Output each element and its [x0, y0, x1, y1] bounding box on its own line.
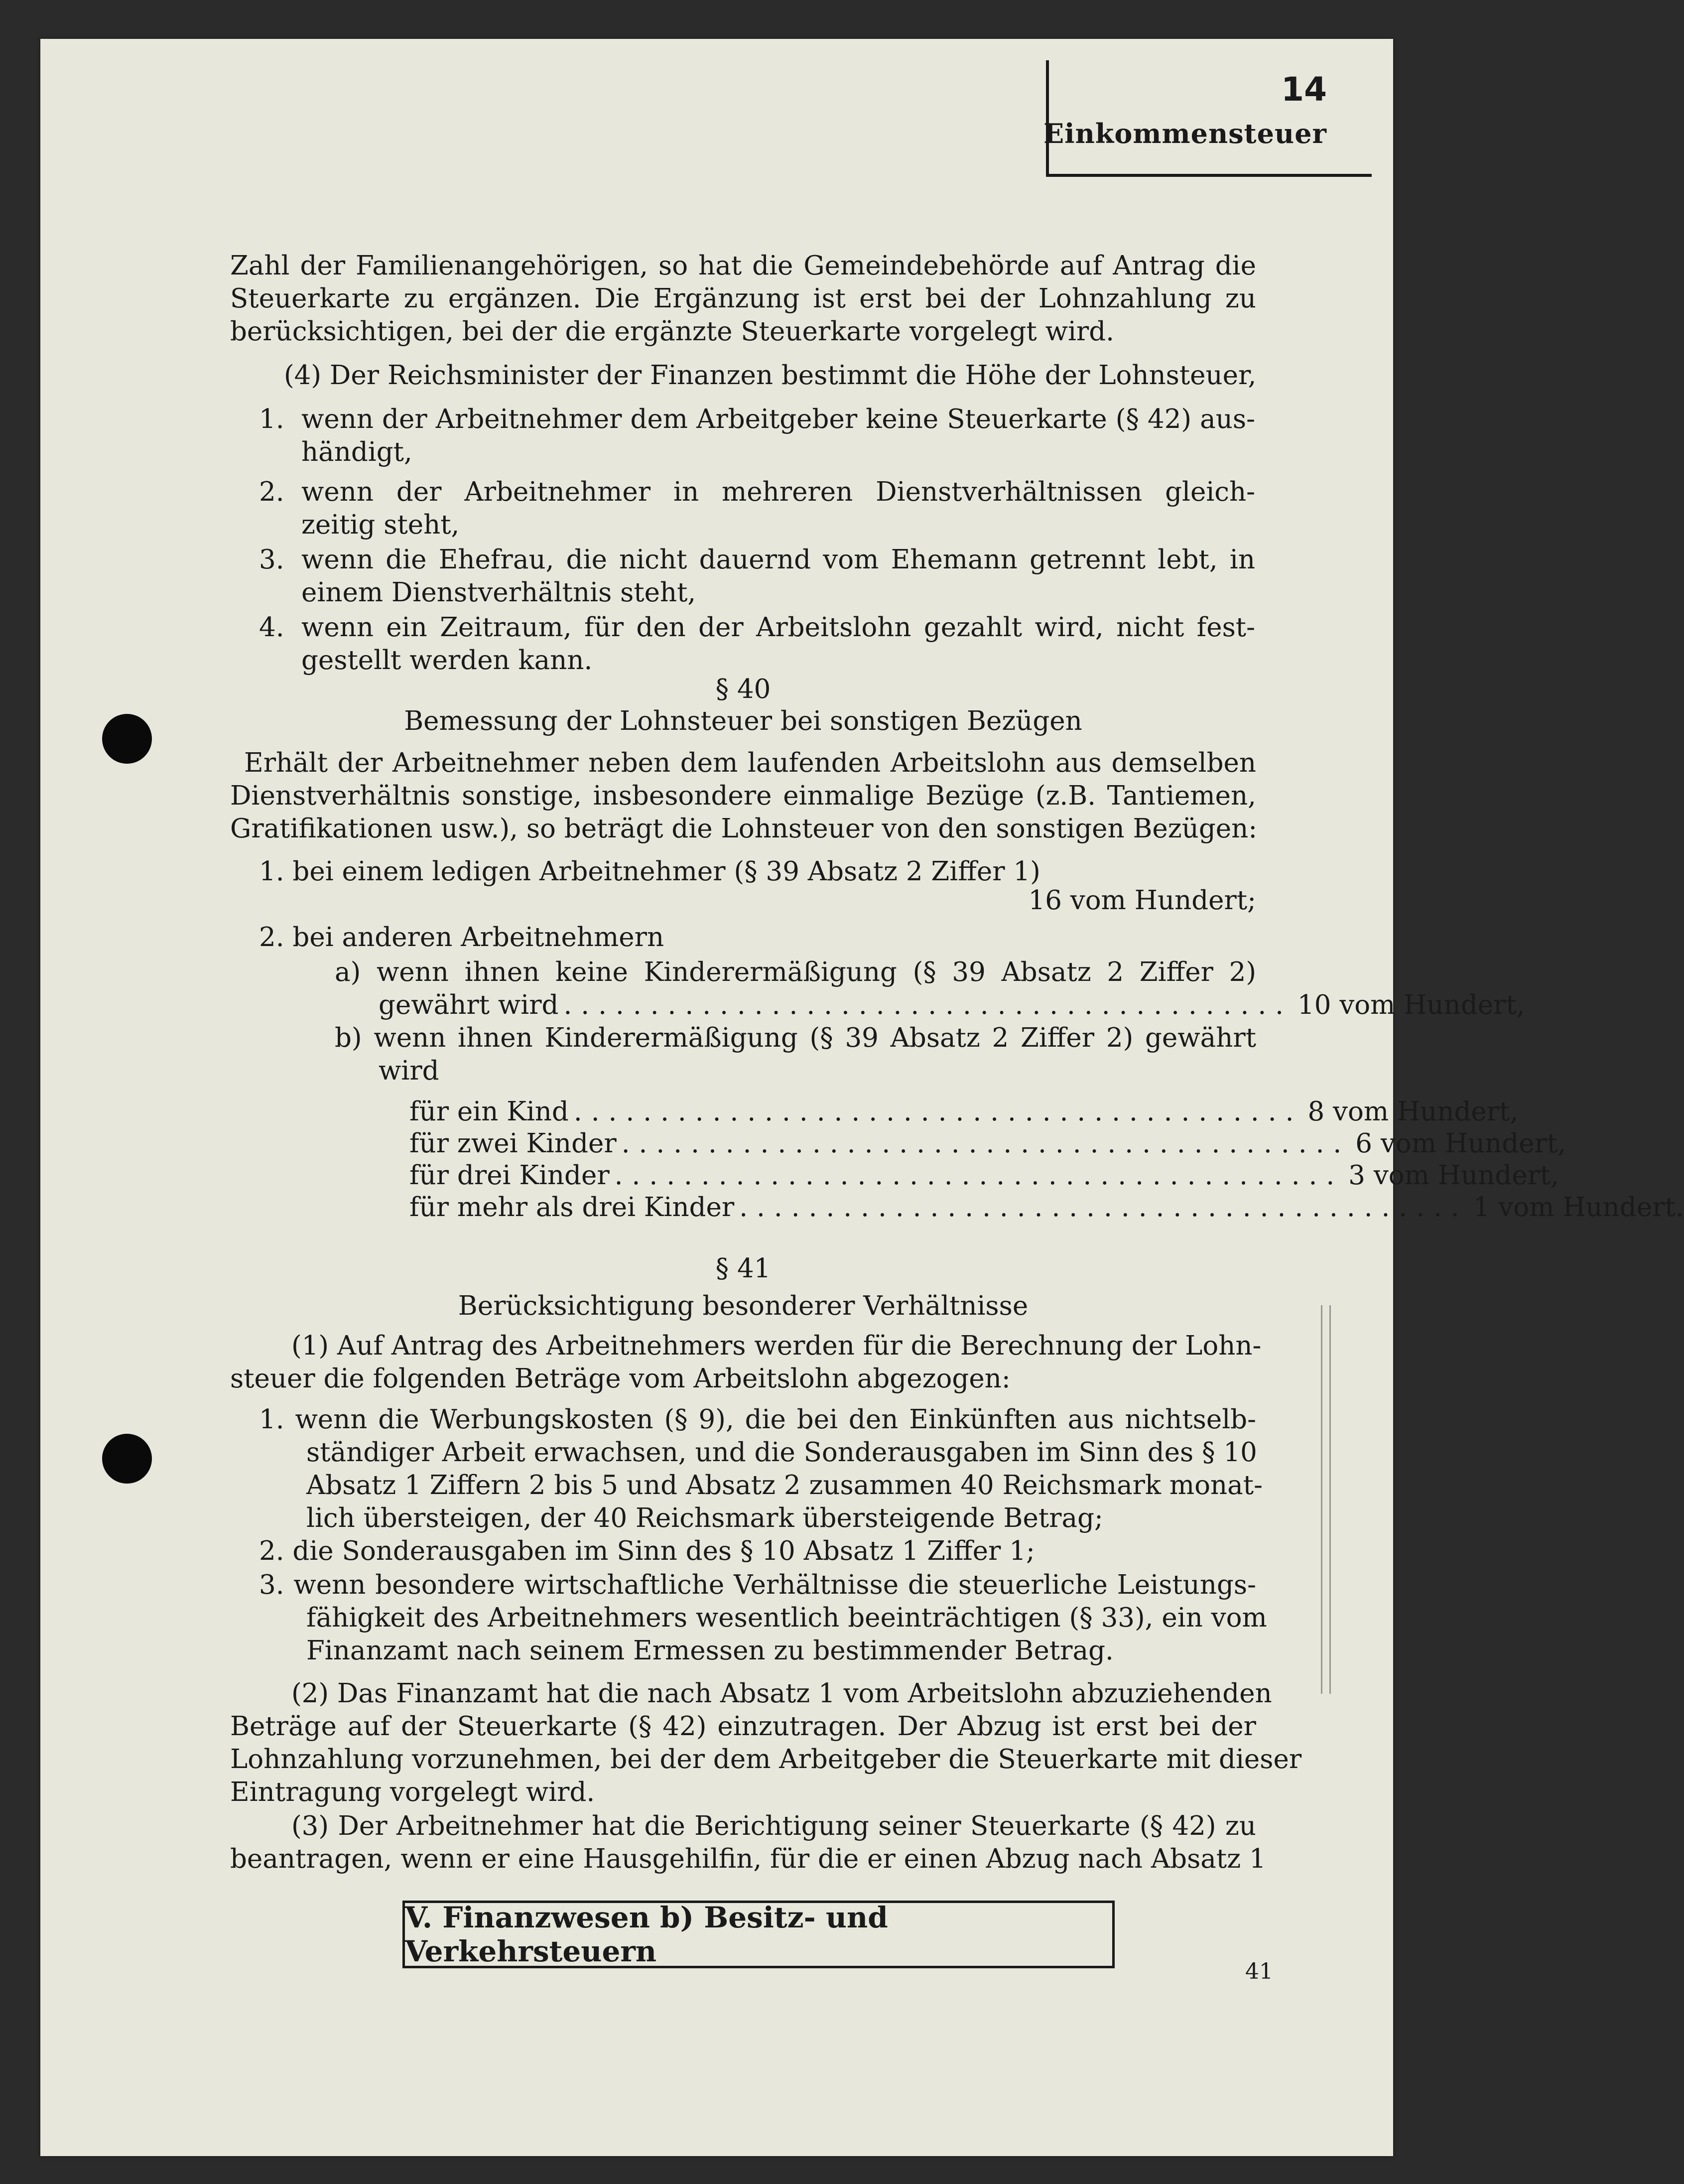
list-item-cont: händigt, — [301, 437, 412, 467]
list-number: 3. — [259, 545, 284, 575]
rate-value: 3 vom Hundert, — [1348, 1160, 1559, 1191]
intro-line: Steuerkarte zu ergänzen. Die Ergänzung ist erst bei der Lohnzahlung zu — [230, 283, 1256, 314]
section-title: Bemessung der Lohnsteuer bei sonstigen Bezügen — [404, 706, 1082, 736]
s41-item-3-cont: fähigkeit des Arbeitnehmers wesentlich beeinträchtigen (§ 33), ein vom — [306, 1603, 1267, 1633]
section-text: (3) Der Arbeitnehmer hat die Berichtigung seiner Steuerkarte (§ 42) zu — [291, 1811, 1256, 1841]
section-text: Beträge auf der Steuerkarte (§ 42) einzutragen. Der Abzug ist erst bei der — [230, 1711, 1256, 1742]
header-number: 14 — [1281, 70, 1327, 109]
section-text: Eintragung vorgelegt wird. — [230, 1777, 595, 1807]
s40-item-2: 2. bei anderen Arbeitnehmern — [259, 922, 664, 953]
s40-item-2b: b) wenn ihnen Kinderermäßigung (§ 39 Absatz 2 Ziffer 2) gewährt — [335, 1023, 1256, 1053]
section-text: (1) Auf Antrag des Arbeitnehmers werden für die Berechnung der Lohn- — [291, 1331, 1262, 1361]
rate-value: 6 vom Hundert, — [1355, 1128, 1566, 1159]
s40-item-2a-leader: gewährt wird .......................................... 10 vom Hundert, — [379, 990, 1525, 1020]
pencil-margin-mark — [1321, 1305, 1331, 1694]
list-item-cont: einem Dienstverhältnis steht, — [301, 577, 696, 608]
punch-hole-bottom — [102, 1434, 152, 1484]
section-text: Lohnzahlung vorzunehmen, bei der dem Arbeitgeber die Steuerkarte mit dieser — [230, 1744, 1302, 1774]
section-text: steuer die folgenden Beträge vom Arbeitslohn abgezogen: — [230, 1364, 1011, 1394]
section-title: Berücksichtigung besonderer Verhältnisse — [458, 1291, 1029, 1321]
list-item: wenn der Arbeitnehmer dem Arbeitgeber keine Steuerkarte (§ 42) aus- — [301, 404, 1255, 434]
section-text: Gratifikationen usw.), so beträgt die Lohnsteuer von den sonstigen Bezügen: — [230, 814, 1258, 844]
s41-item-1-cont: Absatz 1 Ziffern 2 bis 5 und Absatz 2 zusammen 40 Reichsmark monat- — [306, 1470, 1263, 1501]
s40-item-1: 1. bei einem ledigen Arbeitnehmer (§ 39 Absatz 2 Ziffer 1) — [259, 856, 1040, 887]
s41-item-1-cont: ständiger Arbeit erwachsen, und die Sonderausgaben im Sinn des § 10 — [306, 1437, 1257, 1468]
section-heading: § 41 — [715, 1253, 771, 1284]
header-box — [1043, 60, 1372, 177]
s41-item-2: 2. die Sonderausgaben im Sinn des § 10 Absatz 1 Ziffer 1; — [259, 1536, 1035, 1566]
intro-line: berücksichtigen, bei der die ergänzte Steuerkarte vorgelegt wird. — [230, 316, 1115, 347]
list-item-cont: zeitig steht, — [301, 510, 460, 540]
rate-row: für zwei Kinder .......................................... 6 vom Hundert, — [409, 1128, 1566, 1159]
list-number: 2. — [259, 477, 284, 507]
section-heading: § 40 — [715, 674, 771, 704]
section-text: (2) Das Finanzamt hat die nach Absatz 1 vom Arbeitslohn abzuziehenden — [291, 1678, 1272, 1709]
paragraph-4: (4) Der Reichsminister der Finanzen bestimmt die Höhe der Lohnsteuer, — [284, 360, 1257, 391]
rate-row: für ein Kind .......................................... 8 vom Hundert, — [409, 1096, 1519, 1127]
rate-row: für mehr als drei Kinder .......................................... 1 vom Hundert. — [409, 1192, 1684, 1223]
list-item: wenn ein Zeitraum, für den der Arbeitslohn gezahlt wird, nicht fest- — [301, 612, 1255, 643]
s40-item-2a: a) wenn ihnen keine Kinderermäßigung (§ 39 Absatz 2 Ziffer 2) — [335, 957, 1256, 987]
s40-item-2a-rate: 10 vom Hundert, — [1297, 990, 1525, 1020]
rate-label: für mehr als drei Kinder — [409, 1192, 735, 1223]
punch-hole-top — [102, 714, 152, 764]
rate-value: 1 vom Hundert. — [1473, 1192, 1684, 1223]
rate-row: für drei Kinder .......................................... 3 vom Hundert, — [409, 1160, 1559, 1191]
list-number: 1. — [259, 404, 284, 434]
section-text: Dienstverhältnis sonstige, insbesondere einmalige Bezüge (z.B. Tantiemen, — [230, 781, 1256, 811]
s41-item-3: 3. wenn besondere wirtschaftliche Verhältnisse die steuerliche Leistungs- — [259, 1570, 1256, 1600]
list-item-cont: gestellt werden kann. — [301, 645, 593, 676]
footer-box — [402, 1901, 1115, 1968]
s40-item-1-rate: 16 vom Hundert; — [1028, 885, 1256, 916]
s40-item-2a-cont: gewährt wird — [379, 990, 559, 1020]
list-item: wenn der Arbeitnehmer in mehreren Dienstverhältnissen gleich- — [301, 477, 1255, 507]
section-text: beantragen, wenn er eine Hausgehilfin, für die er einen Abzug nach Absatz 1 — [230, 1844, 1266, 1874]
intro-line: Zahl der Familienangehörigen, so hat die Gemeindebehörde auf Antrag die — [230, 251, 1256, 281]
list-number: 4. — [259, 612, 284, 643]
rate-label: für ein Kind — [409, 1096, 569, 1127]
s41-item-3-cont: Finanzamt nach seinem Ermessen zu bestimmender Betrag. — [306, 1636, 1114, 1666]
list-item: wenn die Ehefrau, die nicht dauernd vom Ehemann getrennt lebt, in — [301, 545, 1255, 575]
rate-label: für drei Kinder — [409, 1160, 610, 1191]
s40-item-2b-cont: wird — [379, 1056, 439, 1086]
s41-item-1: 1. wenn die Werbungskosten (§ 9), die bei den Einkünften aus nichtselb- — [259, 1404, 1256, 1435]
rate-label: für zwei Kinder — [409, 1128, 617, 1159]
s41-item-1-cont: lich übersteigen, der 40 Reichsmark übersteigende Betrag; — [306, 1503, 1103, 1533]
section-text: Erhält der Arbeitnehmer neben dem laufenden Arbeitslohn aus demselben — [244, 748, 1256, 778]
header-title: Einkommensteuer — [1043, 118, 1327, 149]
page-number: 41 — [1245, 1959, 1273, 1984]
footer-box-label: V. Finanzwesen b) Besitz- und Verkehrsteuern — [405, 1901, 888, 1968]
rate-value: 8 vom Hundert, — [1307, 1096, 1519, 1127]
